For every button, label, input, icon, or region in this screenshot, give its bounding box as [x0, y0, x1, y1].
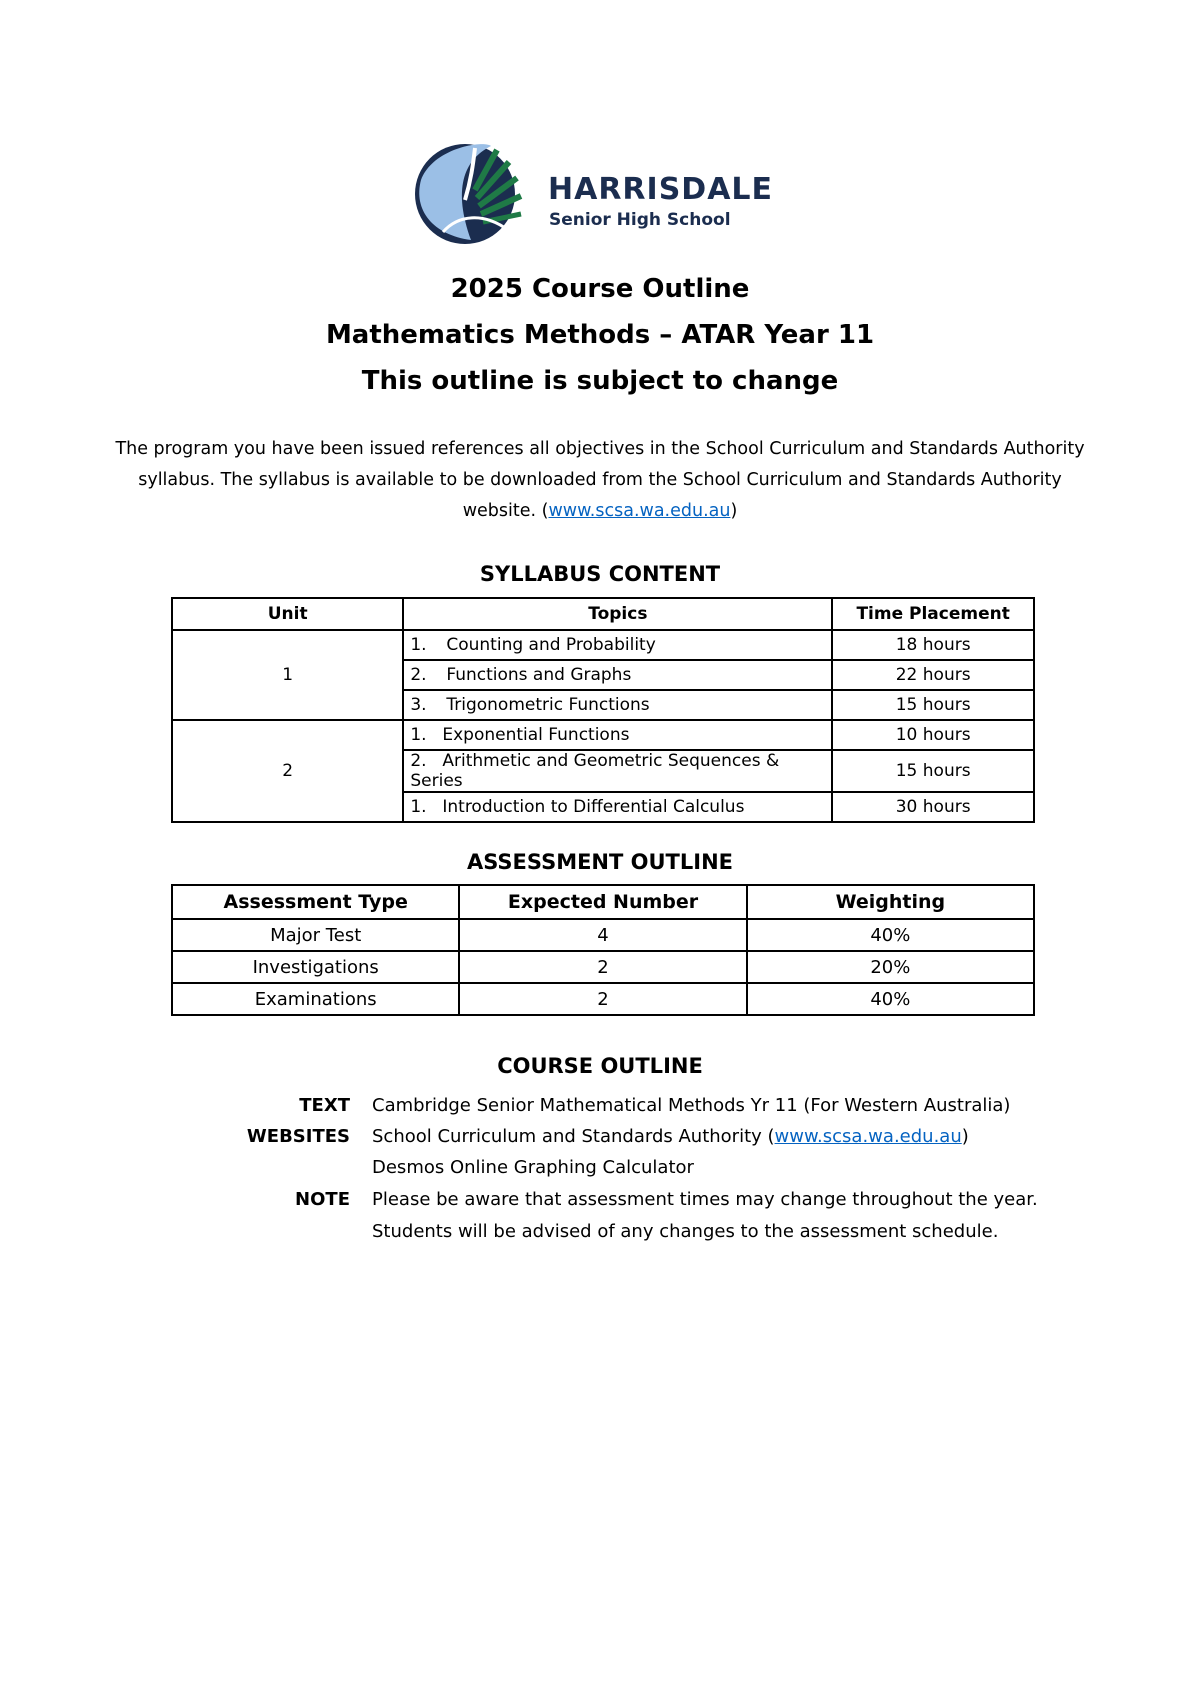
weighting-cell: 40% — [747, 919, 1034, 951]
syllabus-table — [171, 597, 1035, 823]
textbook-title: Cambridge Senior Mathematical Methods Yr 11 (For Western Australia) — [372, 1095, 1011, 1116]
school-emblem-icon — [413, 140, 531, 248]
topic-name: Introduction to Differential Calculus — [442, 797, 745, 817]
table-row — [172, 630, 1034, 660]
topic-name: Exponential Functions — [442, 725, 630, 745]
scsa-website-link[interactable]: www.scsa.wa.edu.au — [774, 1126, 962, 1147]
website-scsa-end: ) — [961, 1126, 969, 1147]
assessment-heading: ASSESSMENT OUTLINE — [466, 850, 733, 874]
time-cell: 30 hours — [832, 792, 1034, 822]
time-cell: 10 hours — [832, 720, 1034, 750]
topic-cell — [403, 660, 832, 690]
school-logo — [413, 140, 783, 250]
topic-cell — [403, 750, 832, 792]
unit-cell: 2 — [172, 720, 403, 822]
table-header-row — [172, 598, 1034, 630]
weighting-cell: 40% — [747, 983, 1034, 1015]
time-cell: 15 hours — [832, 750, 1034, 792]
topic-name: Functions and Graphs — [446, 665, 632, 685]
table-header-row — [172, 885, 1034, 919]
table-row — [172, 983, 1034, 1015]
note-label: NOTE — [295, 1189, 350, 1210]
table-row — [172, 951, 1034, 983]
topic-name: Counting and Probability — [446, 635, 656, 655]
course-outline-heading: COURSE OUTLINE — [497, 1054, 703, 1078]
column-header: Topics — [403, 598, 832, 630]
logo-school-subtitle: Senior High School — [549, 210, 731, 230]
column-header: Weighting — [747, 885, 1034, 919]
topic-cell — [403, 630, 832, 660]
course-name: Mathematics Methods – ATAR Year 11 — [325, 320, 875, 350]
assessment-table — [171, 884, 1035, 1016]
topic-cell — [403, 690, 832, 720]
document-title: 2025 Course Outline — [450, 274, 750, 304]
website-desmos: Desmos Online Graphing Calculator — [372, 1157, 694, 1178]
website-scsa — [372, 1121, 969, 1152]
column-header: Unit — [172, 598, 403, 630]
assessment-type-cell: Investigations — [172, 951, 459, 983]
topic-number: 1. — [410, 635, 427, 655]
column-header: Time Placement — [832, 598, 1034, 630]
weighting-cell: 20% — [747, 951, 1034, 983]
intro-text-end: ) — [730, 501, 738, 521]
websites-label: WEBSITES — [246, 1126, 350, 1147]
topic-number: 1. — [410, 797, 427, 817]
topic-number: 2. — [410, 665, 427, 685]
time-cell: 18 hours — [832, 630, 1034, 660]
website-scsa-text: School Curriculum and Standards Authority ( — [372, 1126, 775, 1147]
time-cell: 22 hours — [832, 660, 1034, 690]
assessment-type-cell: Examinations — [172, 983, 459, 1015]
expected-number-cell: 4 — [459, 919, 746, 951]
topic-name: Arithmetic and Geometric Sequences & Series — [410, 751, 780, 791]
intro-text: The program you have been issued references all objectives in the School Curriculum and Standards Authority syllabus. The syllabus is available to be downloaded from the School Curriculum and Standards Authority website. ( — [115, 439, 1085, 521]
assessment-type-cell: Major Test — [172, 919, 459, 951]
column-header: Assessment Type — [172, 885, 459, 919]
logo-school-name: HARRISDALE — [548, 172, 774, 207]
document-title-block — [0, 266, 1200, 404]
scsa-link[interactable]: www.scsa.wa.edu.au — [548, 501, 731, 521]
topic-number: 2. — [410, 751, 427, 771]
table-row — [172, 919, 1034, 951]
syllabus-heading: SYLLABUS CONTENT — [479, 562, 721, 586]
topic-cell — [403, 720, 832, 750]
note-line-2: Students will be advised of any changes to the assessment schedule. — [372, 1221, 999, 1242]
topic-name: Trigonometric Functions — [446, 695, 650, 715]
topic-cell — [403, 792, 832, 822]
change-notice: This outline is subject to change — [361, 366, 839, 396]
column-header: Expected Number — [459, 885, 746, 919]
topic-number: 3. — [410, 695, 427, 715]
table-row — [172, 720, 1034, 750]
expected-number-cell: 2 — [459, 983, 746, 1015]
expected-number-cell: 2 — [459, 951, 746, 983]
note-line-1: Please be aware that assessment times may change throughout the year. — [372, 1189, 1038, 1210]
intro-paragraph — [100, 434, 1100, 527]
topic-number: 1. — [410, 725, 427, 745]
text-label: TEXT — [299, 1095, 350, 1116]
unit-cell: 1 — [172, 630, 403, 720]
time-cell: 15 hours — [832, 690, 1034, 720]
